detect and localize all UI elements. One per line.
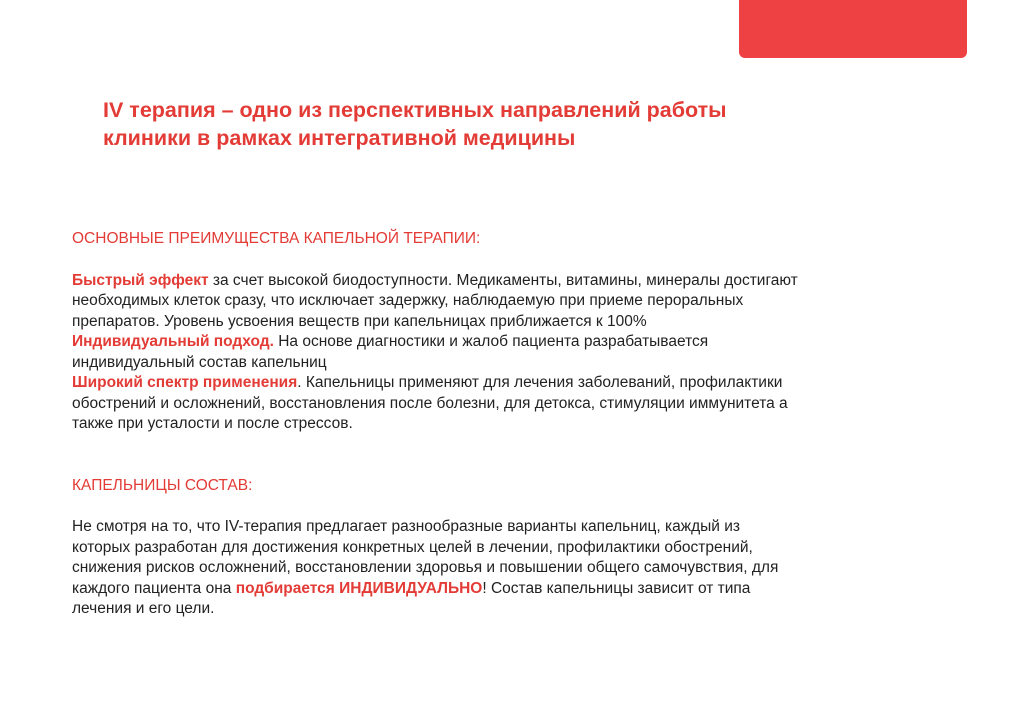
composition-heading: КАПЕЛЬНИЦЫ СОСТАВ: bbox=[72, 476, 253, 494]
individual-line-1 bbox=[72, 332, 952, 353]
individual-label: Индивидуальный подход. bbox=[72, 333, 274, 350]
fast-effect-line-3: препаратов. Уровень усвоения веществ при капельницах приближается к 100% bbox=[72, 312, 647, 330]
fast-effect-text-1: за счет высокой биодоступности. Медикаменты, витамины, минералы достигают bbox=[208, 271, 798, 289]
main-content bbox=[72, 229, 952, 620]
composition-line-2: которых разработан для достижения конкретных целей в лечении, профилактики обострений, bbox=[72, 538, 753, 556]
spacer bbox=[72, 250, 952, 271]
composition-line-4-end: ! Состав капельницы зависит от типа bbox=[482, 579, 751, 597]
spacer bbox=[72, 435, 952, 476]
wide-range-line-1 bbox=[72, 373, 952, 394]
composition-highlight-selected: подбирается bbox=[235, 579, 335, 597]
individual-line-2: индивидуальный состав капельниц bbox=[72, 353, 327, 371]
composition-line-5: лечения и его цели. bbox=[72, 600, 215, 617]
composition-line-4-start: каждого пациента она bbox=[72, 579, 236, 597]
title-line-1: IV терапия – одно из перспективных направлений работы bbox=[103, 98, 727, 122]
composition-line-3: снижения рисков осложнений, восстановлении здоровья и повышении общего самочувствия, для bbox=[72, 559, 779, 576]
wide-range-line-2: обострений и осложнений, восстановления после болезни, для детокса, стимуляции иммунитета а bbox=[72, 394, 788, 412]
title-line-2: клиники в рамках интегративной медицины bbox=[103, 126, 576, 150]
composition-line-1: Не смотря на то, что IV-терапия предлагает разнообразные варианты капельниц, каждый из bbox=[72, 518, 740, 535]
composition-paragraph bbox=[72, 517, 952, 620]
composition-highlight-individually: ИНДИВИДУАЛЬНО bbox=[339, 579, 483, 597]
fast-effect-paragraph bbox=[72, 271, 952, 333]
wide-range-label: Широкий спектр применения bbox=[72, 374, 298, 391]
individual-paragraph bbox=[72, 332, 952, 373]
corner-accent-block bbox=[739, 0, 967, 58]
individual-text-1: На основе диагностики и жалоб пациента разрабатывается bbox=[273, 333, 709, 350]
fast-effect-line-2: необходимых клеток сразу, что исключает задержку, наблюдаемую при приеме пероральных bbox=[72, 292, 744, 309]
wide-range-text-1: . Капельницы применяют для лечения заболеваний, профилактики bbox=[297, 374, 783, 391]
fast-effect-label: Быстрый эффект bbox=[72, 271, 209, 289]
wide-range-paragraph bbox=[72, 373, 952, 435]
composition-line-4 bbox=[72, 579, 952, 600]
page-title bbox=[103, 96, 923, 152]
spacer bbox=[72, 496, 952, 517]
advantages-heading: ОСНОВНЫЕ ПРЕИМУЩЕСТВА КАПЕЛЬНОЙ ТЕРАПИИ: bbox=[72, 230, 481, 247]
wide-range-line-3: также при усталости и после стрессов. bbox=[72, 415, 353, 432]
fast-effect-line-1 bbox=[72, 271, 952, 292]
